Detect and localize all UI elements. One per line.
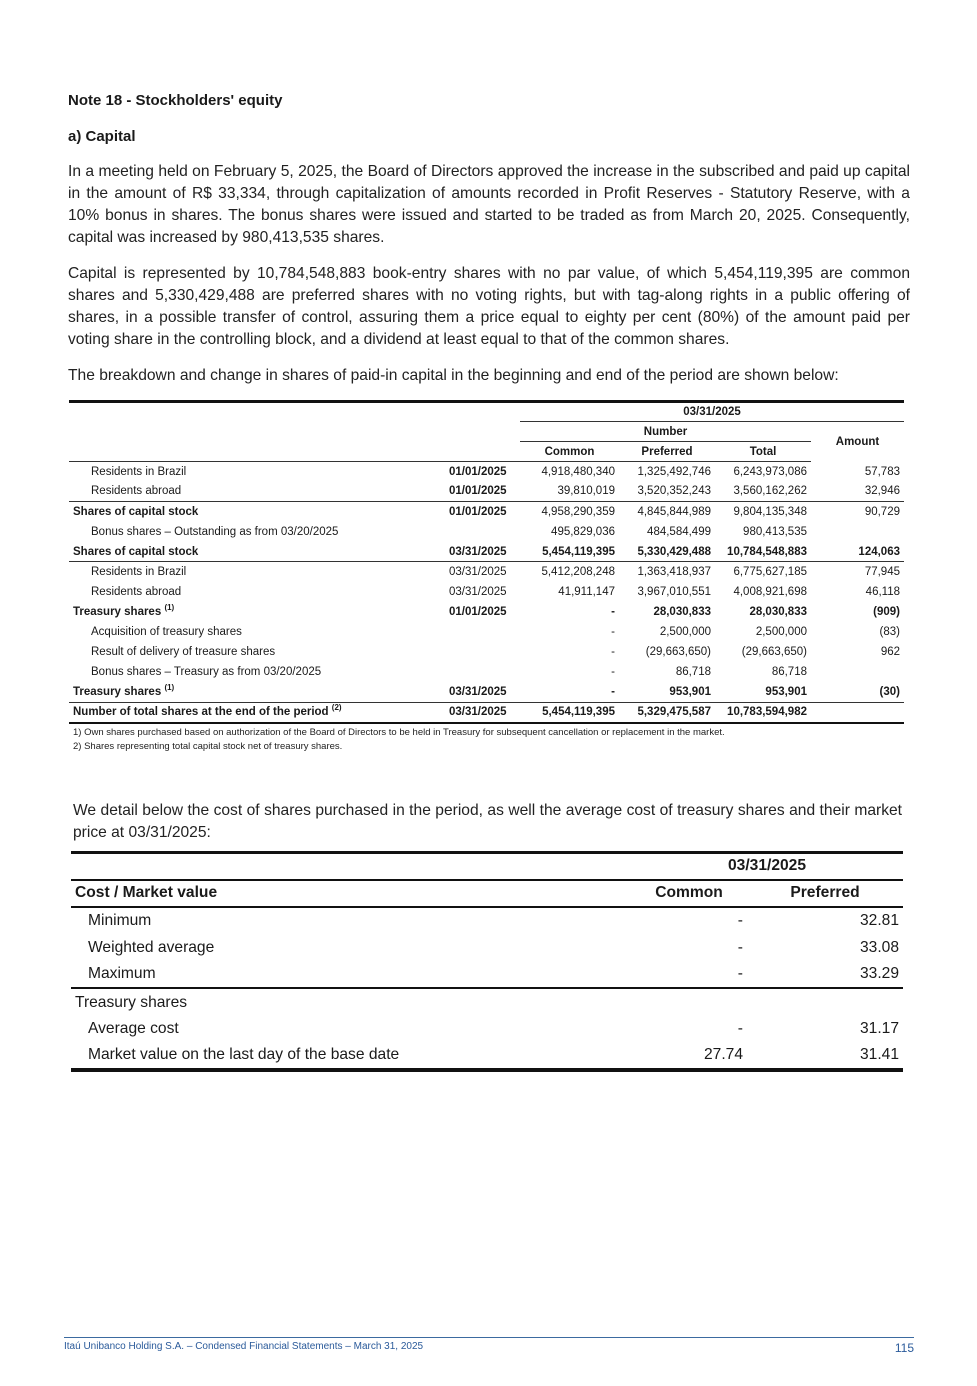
period-header: 03/31/2025 [520, 402, 904, 422]
table-row: Residents in Brazil 01/01/2025 4,918,480,340 1,325,492,746 6,243,973,086 57,783 [91, 465, 900, 478]
paragraph-breakdown-intro: The breakdown and change in shares of paid-in capital in the beginning and end of the period are shown below: [68, 367, 839, 384]
section-title: a) Capital [68, 128, 136, 145]
table-row: Minimum - 32.81 [88, 911, 899, 929]
table-row: Residents abroad 03/31/2025 41,911,147 3,967,010,551 4,008,921,698 46,118 [91, 586, 900, 599]
table-row: Shares of capital stock 01/01/2025 4,958,290,359 4,845,844,989 9,804,135,348 90,729 [69, 502, 904, 522]
table-row [71, 988, 903, 1015]
table-row: Acquisition of treasury shares - 2,500,000 2,500,000 (83) [91, 626, 900, 639]
table-row: Bonus shares – Treasury as from 03/20/2025 - 86,718 86,718 [91, 666, 807, 679]
cost-preferred-header: Preferred [790, 884, 860, 902]
page-number: 115 [894, 1341, 914, 1355]
cost-period-header: 03/31/2025 [631, 853, 903, 880]
common-header: Common [520, 442, 619, 462]
paragraph-capital-increase: In a meeting held on February 5, 2025, the Board of Directors approved the increase in the subscribed and paid up capital in the amount of R$ 33,334, through capitalization of amounts recorded in Profit Reserves - Statutory Reserve, with a 10% bonus in shares. The bonus shares were issued and started to be traded as from March 20, 2025. Consequently, capital was increased by 980,413,535 shares. [68, 163, 910, 246]
amount-header: Amount [835, 435, 880, 448]
treasury-shares-label: Treasury shares [75, 993, 188, 1011]
cost-common-header: Common [655, 884, 723, 902]
footnote-1: 1) Own shares purchased based on authorization of the Board of Directors to be held in Treasury for subsequent cancellation or replacement in the market. [73, 727, 725, 738]
footer-text: Itaú Unibanco Holding S.A. – Condensed Financial Statements – March 31, 2025 [64, 1341, 424, 1352]
table-row: Maximum - 33.29 [71, 961, 903, 988]
number-header: Number [520, 422, 811, 442]
footnote-2: 2) Shares representing total capital stock net of treasury shares. [73, 741, 343, 752]
table-row: Market value on the last day of the base date 27.74 31.41 [71, 1043, 903, 1070]
paragraph-capital-represented: Capital is represented by 10,784,548,883 book-entry shares with no par value, of which 5,454,119,395 are common shares and 5,330,429,488 are preferred shares with no voting rights, but with tag-along rights in a public offering of shares, in a possible transfer of control, assuring them a price equal to eighty per cent (80%) of the amount paid per voting share in the controlling block, and a dividend at least equal to that of the common shares. [68, 265, 910, 348]
table-row: Result of delivery of treasure shares - (29,663,650) (29,663,650) 962 [91, 646, 900, 659]
table-row: Weighted average - 33.08 [88, 938, 899, 956]
cost-table [71, 851, 903, 1072]
table-row: Bonus shares – Outstanding as from 03/20/2025 495,829,036 484,584,499 980,413,535 [91, 525, 807, 538]
footer-divider [64, 1337, 914, 1338]
shares-table [69, 400, 904, 724]
total-header: Total [715, 442, 811, 462]
table-row: Treasury shares $^{(1)}$ 03/31/2025 - 953,901 953,901 (30) [69, 683, 904, 703]
table-row: Residents in Brazil 03/31/2025 5,412,208,248 1,363,418,937 6,775,627,185 77,945 [91, 566, 900, 579]
preferred-header: Preferred [619, 442, 715, 462]
note-title: Note 18 - Stockholders' equity [68, 92, 283, 109]
paragraph-cost-intro: We detail below the cost of shares purchased in the period, as well the average cost of treasury shares and their market price at 03/31/2025: [73, 802, 902, 841]
table-row: Treasury shares $^{(1)}$ 01/01/2025 - 28,030,833 28,030,833 (909) [73, 603, 900, 619]
table-row: Average cost - 31.17 [88, 1020, 899, 1038]
table-row: Shares of capital stock 03/31/2025 5,454,119,395 5,330,429,488 10,784,548,883 124,063 [69, 542, 904, 562]
table-row: Residents abroad 01/01/2025 39,810,019 3,520,352,243 3,560,162,262 32,946 [91, 485, 900, 498]
table-row-total: Number of total shares at the end of the period $^{(2)}$ 03/31/2025 5,454,119,395 5,329,475,587 10,783,594,982 [69, 703, 904, 723]
cost-market-header: Cost / Market value [75, 884, 218, 902]
